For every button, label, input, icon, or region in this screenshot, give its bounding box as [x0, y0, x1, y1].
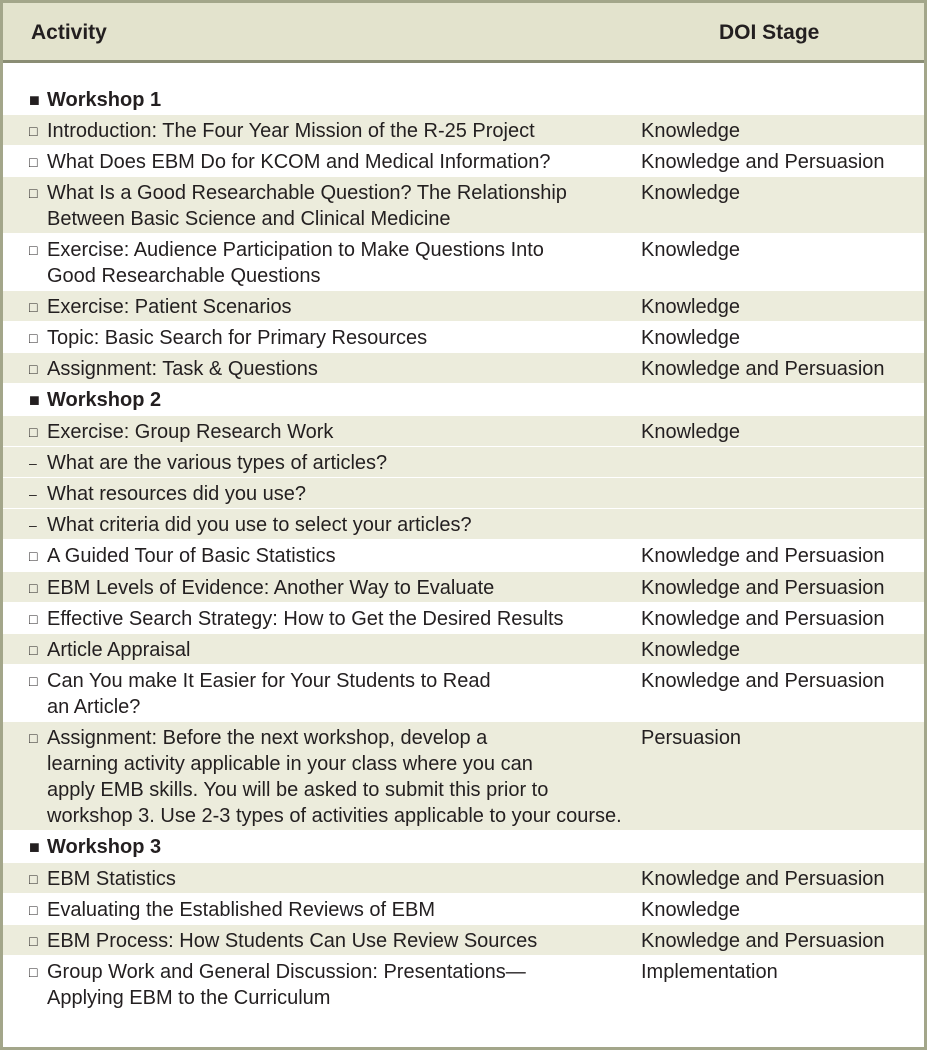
sub-question-row — [3, 509, 924, 540]
activity-text: EBM Statistics — [47, 868, 176, 890]
hollow-square-bullet-icon: □ — [29, 933, 38, 949]
table-row — [3, 115, 924, 146]
activity-text: Article Appraisal — [47, 639, 191, 661]
hollow-square-bullet-icon: □ — [29, 185, 38, 201]
workshop-heading-row — [3, 84, 924, 115]
filled-square-bullet-icon: ■ — [29, 837, 40, 857]
activity-cell — [29, 180, 639, 232]
activity-text: Topic: Basic Search for Primary Resources — [47, 327, 428, 349]
activity-cell — [29, 450, 639, 476]
doi-stage-cell: Knowledge — [641, 421, 740, 443]
activity-cell — [29, 959, 639, 1011]
workshop-heading-row — [3, 384, 924, 416]
doi-stage-cell: Implementation — [641, 961, 778, 983]
activity-text: What Is a Good Researchable Question? The Relationship Between Basic Science and Clinical Medicine — [47, 182, 567, 230]
doi-stage-cell: Knowledge — [641, 327, 740, 349]
table-row — [3, 603, 924, 634]
table-row — [3, 665, 924, 722]
filled-square-bullet-icon: ■ — [29, 390, 40, 410]
activity-text: Exercise: Group Research Work — [47, 421, 334, 443]
table-row — [3, 416, 924, 447]
activity-text: Workshop 2 — [47, 389, 162, 411]
activity-cell — [29, 87, 639, 113]
doi-stage-cell: Knowledge — [641, 182, 740, 204]
table-row — [3, 634, 924, 665]
activity-text: A Guided Tour of Basic Statistics — [47, 545, 336, 567]
activity-cell — [29, 387, 639, 413]
activity-text: Evaluating the Established Reviews of EBM — [47, 899, 435, 921]
doi-stage-cell: Knowledge and Persuasion — [641, 545, 885, 567]
hollow-square-bullet-icon: □ — [29, 123, 38, 139]
table-row — [3, 540, 924, 572]
doi-stage-cell: Knowledge and Persuasion — [641, 670, 885, 692]
activity-text: What resources did you use? — [47, 483, 307, 505]
hollow-square-bullet-icon: □ — [29, 299, 38, 315]
hollow-square-bullet-icon: □ — [29, 330, 38, 346]
activity-text: Assignment: Task & Questions — [47, 358, 318, 380]
hollow-square-bullet-icon: □ — [29, 154, 38, 170]
table-row — [3, 322, 924, 353]
hollow-square-bullet-icon: □ — [29, 673, 38, 689]
table-body — [3, 84, 924, 1016]
hollow-square-bullet-icon: □ — [29, 611, 38, 627]
hollow-square-bullet-icon: □ — [29, 242, 38, 258]
table-row — [3, 234, 924, 291]
activity-cell — [29, 419, 639, 445]
activity-text: What are the various types of articles? — [47, 452, 388, 474]
table-row — [3, 353, 924, 384]
activity-text: What Does EBM Do for KCOM and Medical Information? — [47, 151, 551, 173]
hollow-square-bullet-icon: □ — [29, 902, 38, 918]
dash-bullet: – — [29, 455, 37, 471]
activity-cell — [29, 575, 639, 601]
activity-cell — [29, 543, 639, 569]
doi-stage-cell: Knowledge and Persuasion — [641, 577, 885, 599]
activity-text: Exercise: Patient Scenarios — [47, 296, 292, 318]
activity-text: Group Work and General Discussion: Presentations— Applying EBM to the Curriculum — [47, 961, 526, 1009]
hollow-square-bullet-icon: □ — [29, 964, 38, 980]
sub-question-row — [3, 447, 924, 478]
table-row — [3, 722, 924, 831]
activity-cell — [29, 237, 639, 289]
activity-cell — [29, 294, 639, 320]
filled-square-bullet-icon: ■ — [29, 90, 40, 110]
activity-text: Assignment: Before the next workshop, develop a learning activity applicable in your class where you can apply EMB skills. You will be asked to submit this prior to workshop 3. Use 2-3 types of activities applicable to your course. — [47, 727, 622, 827]
activity-text: EBM Process: How Students Can Use Review Sources — [47, 930, 538, 952]
table-row — [3, 146, 924, 177]
hollow-square-bullet-icon: □ — [29, 424, 38, 440]
doi-stage-cell: Knowledge — [641, 639, 740, 661]
hollow-square-bullet-icon: □ — [29, 871, 38, 887]
activity-cell — [29, 512, 639, 538]
table-row — [3, 863, 924, 894]
doi-stage-cell: Knowledge and Persuasion — [641, 608, 885, 630]
sub-question-row — [3, 478, 924, 509]
hollow-square-bullet-icon: □ — [29, 361, 38, 377]
table-row — [3, 925, 924, 956]
activity-text: Effective Search Strategy: How to Get the Desired Results — [47, 608, 564, 630]
activity-text: Can You make It Easier for Your Students to Read an Article? — [47, 670, 491, 718]
table-row — [3, 177, 924, 234]
doi-stage-cell: Knowledge — [641, 239, 740, 261]
activity-text: Workshop 1 — [47, 89, 162, 111]
workshop-heading-row — [3, 831, 924, 863]
hollow-square-bullet-icon: □ — [29, 642, 38, 658]
doi-stage-cell: Knowledge — [641, 899, 740, 921]
doi-stage-column-header: DOI Stage — [719, 21, 820, 44]
table-row — [3, 572, 924, 603]
activity-column-header: Activity — [31, 21, 107, 44]
table-row — [3, 291, 924, 322]
activity-cell — [29, 356, 639, 382]
activity-cell — [29, 897, 639, 923]
dash-bullet: – — [29, 517, 37, 533]
activity-text: Introduction: The Four Year Mission of the R-25 Project — [47, 120, 535, 142]
doi-stage-cell: Knowledge — [641, 296, 740, 318]
activity-cell — [29, 606, 639, 632]
doi-stage-cell: Knowledge and Persuasion — [641, 868, 885, 890]
activity-cell — [29, 637, 639, 663]
activity-text: What criteria did you use to select your articles? — [47, 514, 472, 536]
activity-cell — [29, 118, 639, 144]
activity-text: EBM Levels of Evidence: Another Way to Evaluate — [47, 577, 495, 599]
hollow-square-bullet-icon: □ — [29, 548, 38, 564]
doi-stage-cell: Knowledge and Persuasion — [641, 930, 885, 952]
activity-cell — [29, 668, 639, 720]
activity-cell — [29, 866, 639, 892]
table-header — [3, 3, 924, 63]
activity-cell — [29, 149, 639, 175]
doi-stage-cell: Persuasion — [641, 727, 742, 749]
doi-stage-cell: Knowledge and Persuasion — [641, 151, 885, 173]
hollow-square-bullet-icon: □ — [29, 730, 38, 746]
table-row — [3, 894, 924, 925]
doi-stage-cell: Knowledge and Persuasion — [641, 358, 885, 380]
activity-cell — [29, 325, 639, 351]
activity-cell — [29, 725, 639, 829]
activity-cell — [29, 481, 639, 507]
activity-cell — [29, 834, 639, 860]
table-row — [3, 956, 924, 1016]
hollow-square-bullet-icon: □ — [29, 580, 38, 596]
activity-text: Workshop 3 — [47, 836, 162, 858]
dash-bullet: – — [29, 486, 37, 502]
activity-cell — [29, 928, 639, 954]
activity-text: Exercise: Audience Participation to Make Questions Into Good Researchable Questions — [47, 239, 544, 287]
doi-stage-cell: Knowledge — [641, 120, 740, 142]
